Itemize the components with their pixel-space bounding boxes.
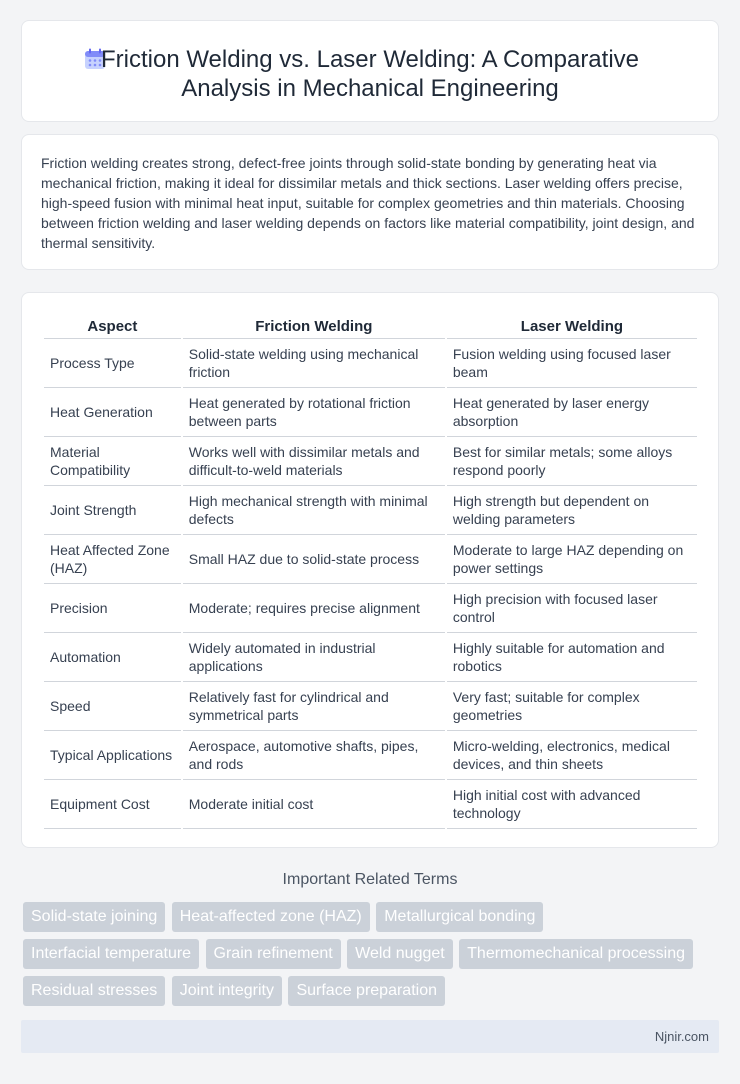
- table-row: [44, 486, 697, 535]
- related-term-tag[interactable]: Weld nugget: [347, 939, 453, 969]
- table-row: [44, 388, 697, 437]
- laser-cell: Moderate to large HAZ depending on power settings: [447, 535, 697, 584]
- friction-cell: Small HAZ due to solid-state process: [183, 535, 445, 584]
- header-aspect: Aspect: [44, 315, 181, 339]
- friction-cell: Moderate initial cost: [183, 780, 445, 829]
- comparison-table-card: [21, 292, 719, 848]
- table-row: [44, 584, 697, 633]
- page-title: Friction Welding vs. Laser Welding: A Comparative Analysis in Mechanical Engineering: [100, 46, 640, 102]
- summary-text: Friction welding creates strong, defect-free joints through solid-state bonding by generating heat via mechanical friction, making it ideal for dissimilar metals and thick sections. Laser welding offers precise, high-speed fusion with minimal heat input, suitable for complex geometries and thin materials. Choosing between friction welding and laser welding depends on factors like material compatibility, joint design, and thermal sensitivity.: [41, 155, 695, 251]
- footer: [21, 1020, 719, 1053]
- aspect-cell: Automation: [44, 633, 181, 682]
- related-term-tag[interactable]: Residual stresses: [23, 976, 165, 1006]
- laser-cell: Best for similar metals; some alloys respond poorly: [447, 437, 697, 486]
- friction-cell: Relatively fast for cylindrical and symmetrical parts: [183, 682, 445, 731]
- aspect-cell: Speed: [44, 682, 181, 731]
- table-row: [44, 780, 697, 829]
- laser-cell: Very fast; suitable for complex geometries: [447, 682, 697, 731]
- related-term-tag[interactable]: Joint integrity: [172, 976, 282, 1006]
- comparison-table: [42, 315, 699, 829]
- laser-cell: Heat generated by laser energy absorption: [447, 388, 697, 437]
- laser-cell: High strength but dependent on welding parameters: [447, 486, 697, 535]
- related-term-tag[interactable]: Thermomechanical processing: [459, 939, 693, 969]
- table-row: [44, 633, 697, 682]
- related-terms-list: [23, 902, 713, 1013]
- friction-cell: Heat generated by rotational friction between parts: [183, 388, 445, 437]
- related-term-tag[interactable]: Heat-affected zone (HAZ): [172, 902, 370, 932]
- laser-cell: High initial cost with advanced technology: [447, 780, 697, 829]
- table-header-row: [44, 315, 697, 339]
- friction-cell: Widely automated in industrial applications: [183, 633, 445, 682]
- table-row: [44, 731, 697, 780]
- related-term-tag[interactable]: Surface preparation: [288, 976, 445, 1006]
- summary-card: [21, 134, 719, 270]
- aspect-cell: Joint Strength: [44, 486, 181, 535]
- header-card: [21, 20, 719, 122]
- related-term-tag[interactable]: Interfacial temperature: [23, 939, 199, 969]
- table-row: [44, 339, 697, 388]
- aspect-cell: Typical Applications: [44, 731, 181, 780]
- aspect-cell: Equipment Cost: [44, 780, 181, 829]
- laser-cell: High precision with focused laser control: [447, 584, 697, 633]
- table-row: [44, 535, 697, 584]
- table-row: [44, 437, 697, 486]
- footer-source[interactable]: Njnir.com: [654, 1029, 709, 1044]
- laser-cell: Highly suitable for automation and robotics: [447, 633, 697, 682]
- aspect-cell: Heat Generation: [44, 388, 181, 437]
- aspect-cell: Heat Affected Zone (HAZ): [44, 535, 181, 584]
- aspect-cell: Process Type: [44, 339, 181, 388]
- table-row: [44, 682, 697, 731]
- aspect-cell: Material Compatibility: [44, 437, 181, 486]
- friction-cell: Solid-state welding using mechanical friction: [183, 339, 445, 388]
- aspect-cell: Precision: [44, 584, 181, 633]
- laser-cell: Micro-welding, electronics, medical devices, and thin sheets: [447, 731, 697, 780]
- header-friction-welding: Friction Welding: [183, 315, 445, 339]
- related-terms-title: Important Related Terms: [282, 871, 458, 888]
- laser-cell: Fusion welding using focused laser beam: [447, 339, 697, 388]
- friction-cell: Moderate; requires precise alignment: [183, 584, 445, 633]
- friction-cell: High mechanical strength with minimal defects: [183, 486, 445, 535]
- related-term-tag[interactable]: Metallurgical bonding: [376, 902, 543, 932]
- header-laser-welding: Laser Welding: [447, 315, 697, 339]
- friction-cell: Works well with dissimilar metals and difficult-to-weld materials: [183, 437, 445, 486]
- related-term-tag[interactable]: Solid-state joining: [23, 902, 165, 932]
- friction-cell: Aerospace, automotive shafts, pipes, and rods: [183, 731, 445, 780]
- related-term-tag[interactable]: Grain refinement: [206, 939, 341, 969]
